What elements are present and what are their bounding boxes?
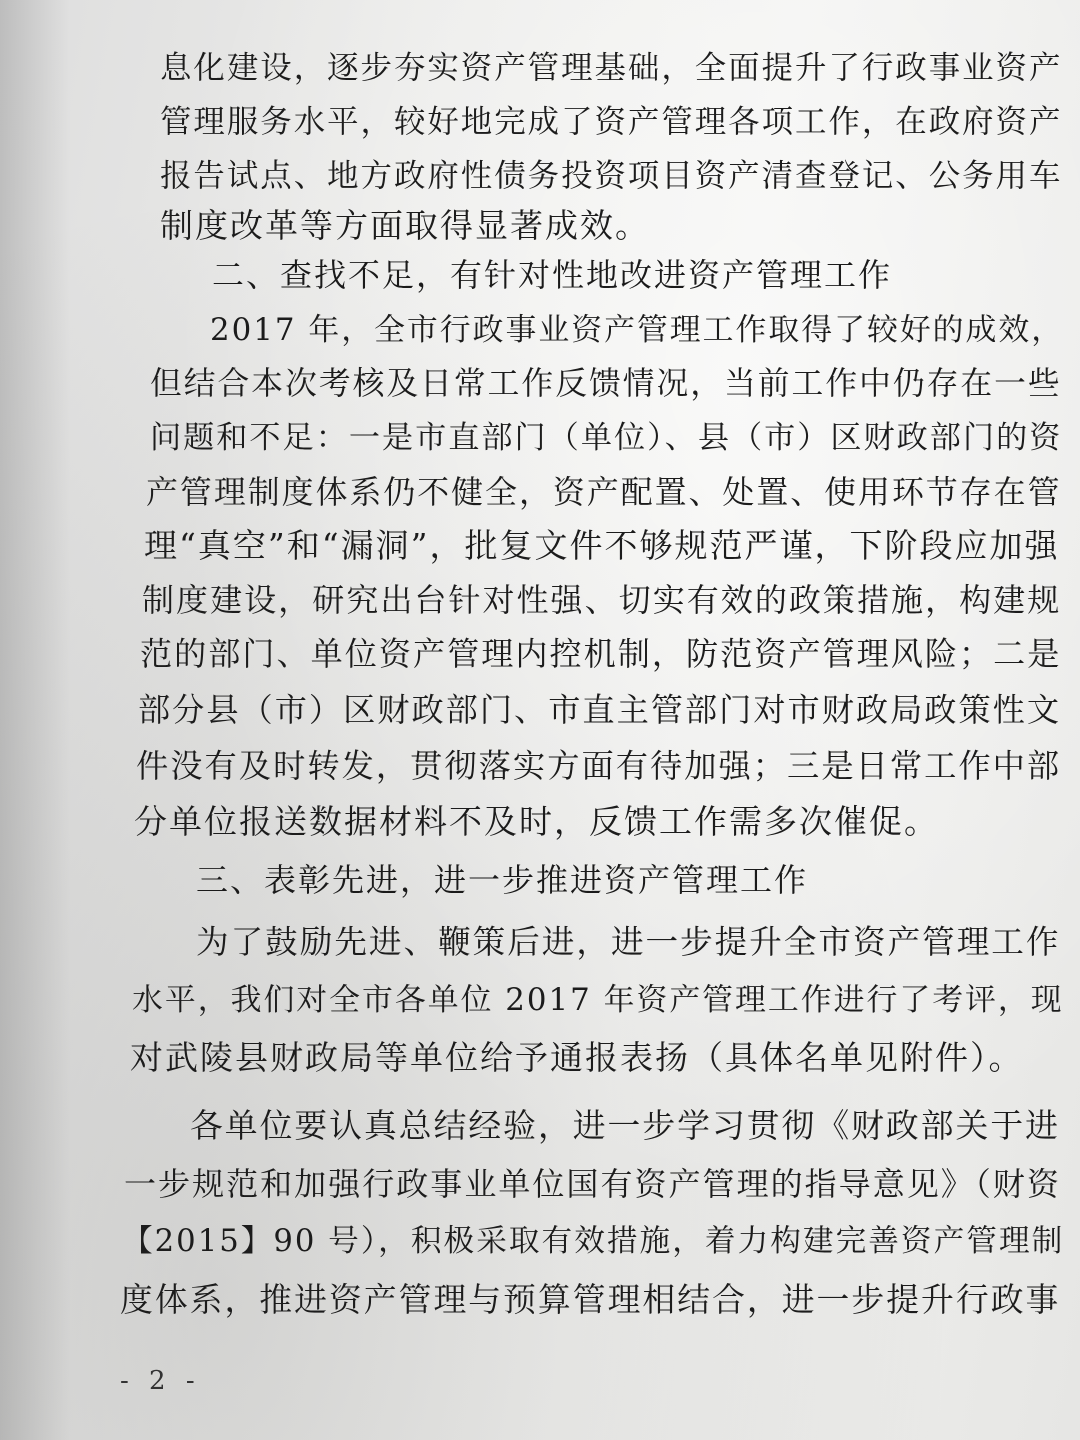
body-line-15: 分单位报送数据材料不及时，反馈工作需多次催促。 bbox=[134, 802, 939, 841]
body-line-3: 报告试点、地方政府性债务投资项目资产清查登记、公务用车 bbox=[160, 158, 1063, 194]
body-line-17: 为了鼓励先进、鞭策后进，进一步提升全市资产管理工作 bbox=[196, 923, 1061, 961]
body-line-13: 部分县（市）区财政部门、市直主管部门对市财政局政策性文 bbox=[138, 691, 1062, 729]
body-line-7: 但结合本次考核及日常工作反馈情况，当前工作中仍存在一些 bbox=[150, 366, 1062, 402]
body-line-4: 制度改革等方面取得显著成效。 bbox=[160, 206, 650, 245]
body-line-12: 范的部门、单位资产管理内控机制，防范资产管理风险；二是 bbox=[140, 635, 1062, 673]
body-line-18: 水平，我们对全市各单位 2017 年资产管理工作进行了考评，现 bbox=[132, 982, 1064, 1018]
body-line-20: 各单位要认真总结经验，进一步学习贯彻《财政部关于进 bbox=[190, 1107, 1060, 1145]
page-shadow bbox=[0, 0, 70, 1440]
section-heading-2: 二、查找不足，有针对性地改进资产管理工作 bbox=[212, 256, 893, 294]
body-line-8: 问题和不足：一是市直部门（单位）、县（市）区财政部门的资 bbox=[150, 420, 1063, 456]
body-line-21: 一步规范和加强行政事业单位国有资产管理的指导意见》（财资 bbox=[124, 1165, 1061, 1203]
section-heading-3: 三、表彰先进，进一步推进资产管理工作 bbox=[196, 861, 809, 899]
body-line-14: 件没有及时转发，贯彻落实方面有待加强；三是日常工作中部 bbox=[136, 747, 1062, 785]
body-line-10: 理“真空”和“漏洞”，批复文件不够规范严谨，下阶段应加强 bbox=[144, 526, 1060, 565]
body-line-22: 【2015】90 号），积极采取有效措施，着力构建完善资产管理制 bbox=[122, 1224, 1065, 1259]
body-line-2: 管理服务水平，较好地完成了资产管理各项工作，在政府资产 bbox=[160, 104, 1063, 140]
body-line-11: 制度建设，研究出台针对性强、切实有效的政策措施，构建规 bbox=[142, 581, 1062, 619]
body-line-9: 产管理制度体系仍不健全，资产配置、处置、使用环节存在管 bbox=[146, 473, 1062, 511]
body-line-19: 对武陵县财政局等单位给予通报表扬（具体名单见附件）。 bbox=[130, 1038, 1024, 1077]
page-number: - 2 - bbox=[120, 1366, 201, 1396]
body-line-23: 度体系，推进资产管理与预算管理相结合，进一步提升行政事 bbox=[120, 1281, 1061, 1319]
body-line-1: 息化建设，逐步夯实资产管理基础，全面提升了行政事业资产 bbox=[160, 50, 1063, 86]
body-line-6: 2017 年，全市行政事业资产管理工作取得了较好的成效， bbox=[210, 312, 1065, 348]
